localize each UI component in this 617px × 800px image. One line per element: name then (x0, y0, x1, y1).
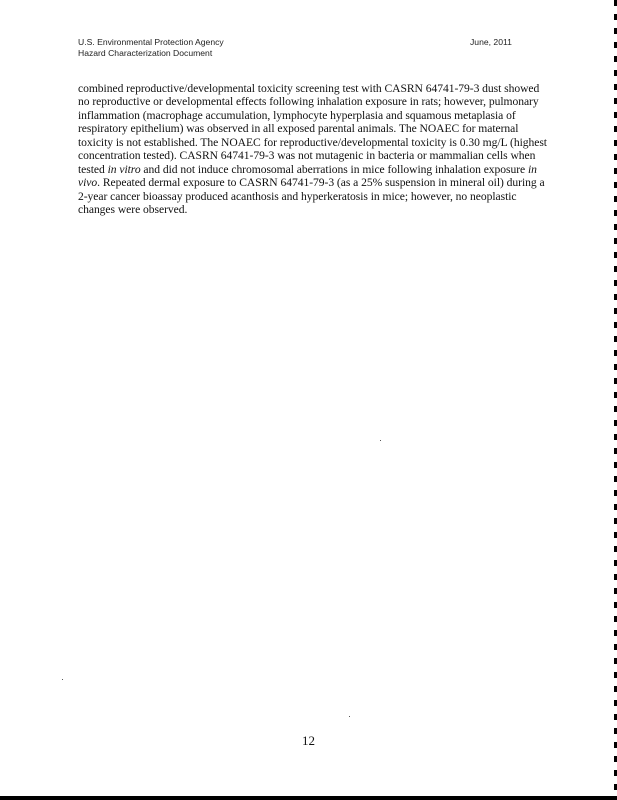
header-date: June, 2011 (470, 37, 512, 47)
paragraph-text-2: and did not induce chromosomal aberrations in mice following inhalation exposure (140, 162, 528, 176)
body-paragraph (78, 82, 552, 217)
header-document-type: Hazard Characterization Document (78, 48, 213, 58)
scan-speck (349, 716, 350, 717)
running-header-left (78, 37, 224, 59)
scan-speck (62, 679, 63, 680)
paragraph-text-3: . Repeated dermal exposure to CASRN 64741-79-3 (as a 25% suspension in mineral oil) during a 2-year cancer bioassay produced acanthosis and hyperkeratosis in mice; however, no neoplastic changes were observed. (78, 176, 545, 217)
italic-term-in-vitro: in vitro (107, 162, 141, 176)
paragraph-text-1: combined reproductive/developmental toxicity screening test with CASRN 64741-79-3 dust showed no reproductive or developmental effects following inhalation exposure in rats; however, pulmonary inflammation (macrophage accumulation, lymphocyte hyperplasia and squamous metaplasia of respiratory epithelium) was observed in all exposed parental animals. The NOAEC for maternal toxicity is not established. The NOAEC for reproductive/developmental toxicity is 0.30 mg/L (highest concentration tested). CASRN 64741-79-3 was not mutagenic in bacteria or mammalian cells when tested (78, 81, 547, 176)
italic-term-in-vivo: in vivo (78, 162, 537, 190)
header-agency: U.S. Environmental Protection Agency (78, 37, 224, 47)
page-number: 12 (302, 733, 315, 748)
scan-speck (380, 440, 381, 441)
scan-edge-bottom (0, 796, 617, 800)
